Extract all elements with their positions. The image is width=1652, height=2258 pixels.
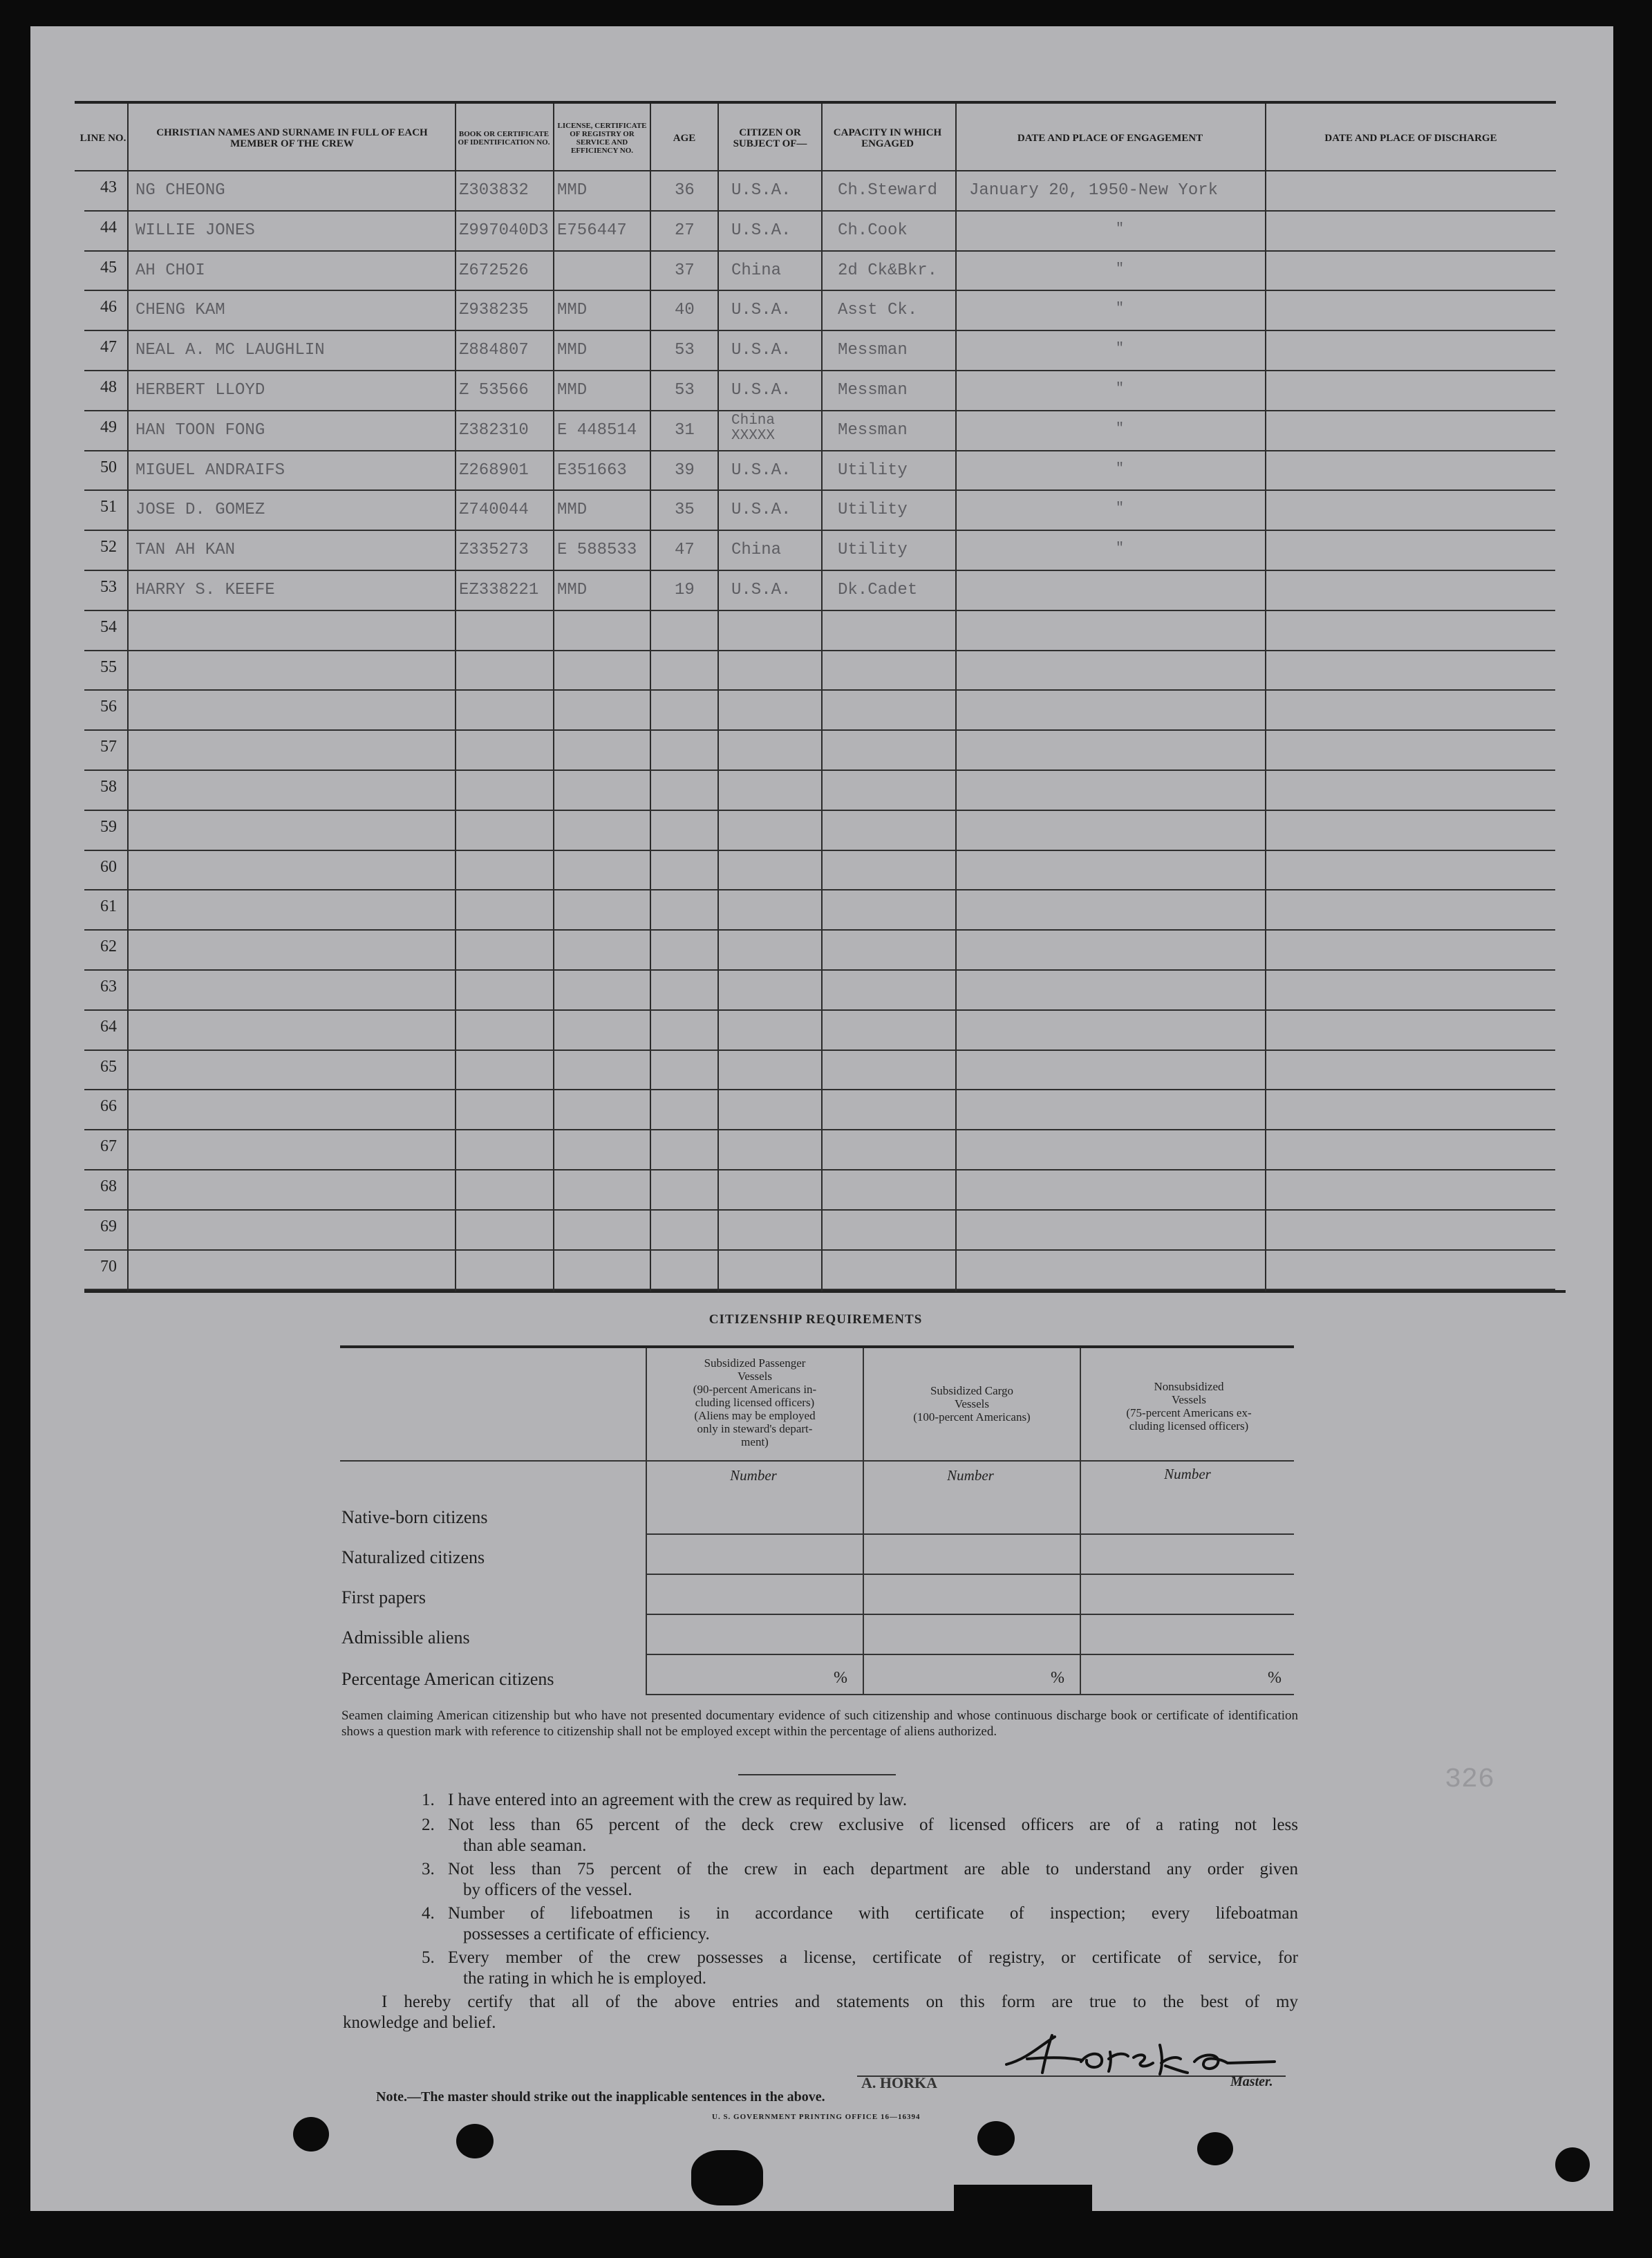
row-rule	[84, 1169, 1555, 1170]
header-line-no: LINE NO.	[79, 133, 126, 144]
header-crew-name: CHRISTIAN NAMES AND SURNAME IN FULL OF EACH MEMBER OF THE CREW	[156, 127, 428, 149]
row-rule	[84, 410, 1555, 411]
header-citizen: CITIZEN OR SUBJECT OF—	[733, 127, 807, 149]
row-label-native-born: Native-born citizens	[341, 1507, 488, 1527]
age: 27	[675, 221, 695, 240]
statement-5-number: 5.	[422, 1948, 435, 1967]
typed-master-name: A. HORKA	[861, 2074, 937, 2091]
line-number: 45	[100, 258, 117, 277]
crew-name: HERBERT LLOYD	[135, 381, 265, 400]
ditto-mark: "	[1115, 341, 1124, 357]
header-engagement: DATE AND PLACE OF ENGAGEMENT	[1017, 133, 1203, 144]
row-rule	[84, 370, 1555, 371]
row-rule	[84, 1289, 1555, 1290]
age: 19	[675, 581, 695, 599]
license-number: E 588533	[557, 541, 637, 560]
line-number: 44	[100, 218, 117, 236]
percent-sign-cargo: %	[1051, 1669, 1064, 1687]
line-number: 46	[100, 298, 117, 317]
number-label-cargo: Number	[947, 1467, 994, 1484]
line-number: 56	[100, 698, 117, 716]
capacity: Ch.Cook	[838, 221, 908, 240]
table-top-rule	[75, 101, 1556, 104]
statement-4-number: 4.	[422, 1904, 435, 1923]
citizenship-row-rule	[647, 1614, 1294, 1615]
row-rule	[84, 1209, 1555, 1211]
book-number: Z884807	[459, 341, 529, 360]
cargo-detail-1: (100-percent Americans)	[913, 1410, 1031, 1424]
number-label-passenger: Number	[730, 1467, 777, 1484]
row-rule	[84, 1049, 1555, 1051]
col-rule	[553, 104, 554, 1291]
citizenship-nation: U.S.A.	[731, 581, 791, 599]
header-age: AGE	[673, 133, 696, 144]
header-book-no: BOOK OR CERTIFICATE OF IDENTIFICATION NO.	[458, 130, 550, 147]
capacity: Messman	[838, 381, 908, 400]
capacity: Messman	[838, 420, 908, 440]
punch-hole	[1197, 2132, 1233, 2165]
book-number: Z303832	[459, 181, 529, 200]
line-number: 57	[100, 738, 117, 756]
passenger-head1: Subsidized Passenger	[704, 1356, 806, 1370]
ditto-mark: "	[1115, 420, 1124, 437]
row-label-percentage: Percentage American citizens	[341, 1669, 554, 1689]
line-number: 53	[100, 578, 117, 596]
book-number: Z938235	[459, 301, 529, 320]
row-rule	[84, 1249, 1555, 1251]
line-number: 50	[100, 458, 117, 476]
punch-hole	[1555, 2147, 1590, 2182]
row-rule	[84, 610, 1555, 611]
cargo-head2: Vessels	[954, 1397, 990, 1410]
citizenship-row-rule	[647, 1533, 1294, 1535]
statement-4-text-cont: possesses a certificate of efficiency.	[463, 1925, 710, 1943]
crew-name: CHENG KAM	[135, 301, 225, 320]
citizenship-col-cargo-head	[867, 1384, 1077, 1424]
license-number: MMD	[557, 181, 588, 200]
book-number: Z740044	[459, 501, 529, 520]
passenger-detail-2: cluding licensed officers)	[695, 1396, 815, 1409]
ditto-mark: "	[1115, 221, 1124, 237]
citizenship-note: Seamen claiming American citizenship but who have not presented documentary evidence of such citizenship and whose continuous discharge book or certificate of identification shows a question mark with reference to citizenship shall not be employed except within the percentage of aliens authorized.	[341, 1708, 1298, 1739]
citizenship-nation: U.S.A.	[731, 301, 791, 320]
ditto-mark: "	[1115, 261, 1124, 277]
capacity: Messman	[838, 341, 908, 360]
age: 40	[675, 301, 695, 320]
statement-2-text-cont: than able seaman.	[463, 1836, 587, 1855]
crew-name: NG CHEONG	[135, 181, 225, 200]
crew-name: WILLIE JONES	[135, 221, 255, 240]
nonsub-head2: Vessels	[1171, 1393, 1207, 1406]
row-label-admissible-aliens: Admissible aliens	[341, 1627, 470, 1648]
age: 37	[675, 261, 695, 280]
age: 39	[675, 460, 695, 480]
capacity: Ch.Steward	[838, 181, 938, 200]
row-rule	[84, 769, 1555, 771]
book-number: Z997040D3	[459, 221, 549, 240]
passenger-detail-1: (90-percent Americans in-	[693, 1383, 817, 1396]
row-label-naturalized: Naturalized citizens	[341, 1547, 485, 1567]
license-number: MMD	[557, 381, 588, 400]
row-rule	[84, 889, 1555, 890]
percent-sign-passenger: %	[834, 1669, 847, 1687]
citizenship-title: CITIZENSHIP REQUIREMENTS	[708, 1312, 923, 1327]
citizenship-col-rule	[646, 1348, 647, 1695]
row-rule	[84, 1009, 1555, 1011]
ditto-mark: "	[1115, 381, 1124, 397]
line-number: 61	[100, 897, 117, 916]
faded-stamp: 326	[1445, 1764, 1495, 1795]
statement-3-text: Not less than 75 percent of the crew in each department are able to understand any order given	[448, 1860, 1298, 1878]
line-number: 43	[100, 178, 117, 196]
citizenship-col-passenger-head	[650, 1356, 860, 1448]
citizenship-nation: U.S.A.	[731, 341, 791, 360]
row-rule	[84, 330, 1555, 331]
master-title: Master.	[1230, 2074, 1273, 2089]
license-number: MMD	[557, 341, 588, 360]
row-rule	[84, 570, 1555, 571]
passenger-detail-5: ment)	[741, 1435, 769, 1448]
line-number: 66	[100, 1097, 117, 1116]
row-rule	[84, 650, 1555, 651]
capacity: 2d Ck&Bkr.	[838, 261, 938, 280]
book-number: EZ338221	[459, 581, 539, 599]
section-divider	[738, 1774, 896, 1775]
line-number: 64	[100, 1017, 117, 1036]
punch-hole	[456, 2124, 494, 2158]
citizenship-nation: U.S.A.	[731, 181, 791, 200]
printing-office-imprint: U. S. GOVERNMENT PRINTING OFFICE 16—16394	[712, 2113, 921, 2121]
ditto-mark: "	[1115, 460, 1124, 477]
handwritten-signature	[999, 2031, 1290, 2080]
row-rule	[84, 689, 1555, 691]
row-label-first-papers: First papers	[341, 1587, 426, 1607]
citizenship-nation: China	[731, 261, 782, 280]
citizenship-nation: U.S.A.	[731, 460, 791, 480]
age: 35	[675, 501, 695, 520]
row-rule	[84, 929, 1555, 931]
capacity: Asst Ck.	[838, 301, 918, 320]
book-number: Z335273	[459, 541, 529, 560]
row-rule	[84, 489, 1555, 491]
line-number: 51	[100, 498, 117, 516]
line-number: 48	[100, 378, 117, 396]
age: 31	[675, 420, 695, 440]
citizenship-nation: China	[731, 541, 782, 560]
crew-name: AH CHOI	[135, 261, 205, 280]
footer-note: Note.—The master should strike out the inapplicable sentences in the above.	[376, 2089, 825, 2105]
line-number: 68	[100, 1177, 117, 1195]
license-number: E351663	[557, 460, 627, 480]
citizenship-row-rule	[647, 1574, 1294, 1575]
book-number: Z672526	[459, 261, 529, 280]
statement-2-number: 2.	[422, 1816, 435, 1834]
table-bottom-rule	[84, 1290, 1566, 1293]
col-rule	[1265, 104, 1266, 1291]
col-rule	[955, 104, 957, 1291]
citizenship-struck-out: XXXXX	[731, 427, 776, 444]
citizenship-row-rule	[647, 1654, 1294, 1655]
line-number: 47	[100, 338, 117, 357]
row-rule	[84, 850, 1555, 851]
line-number: 70	[100, 1257, 117, 1276]
crew-name: HARRY S. KEEFE	[135, 581, 275, 599]
nonsub-head1: Nonsubsidized	[1154, 1380, 1224, 1393]
ditto-mark: "	[1115, 501, 1124, 517]
age: 53	[675, 381, 695, 400]
capacity: Utility	[838, 501, 908, 520]
citizenship-header-rule	[340, 1460, 1294, 1462]
nonsub-detail-2: cluding licensed officers)	[1129, 1419, 1249, 1433]
statement-4-text: Number of lifeboatmen is in accordance with certificate of inspection; every lifeboatman	[448, 1904, 1298, 1923]
ditto-mark: "	[1115, 301, 1124, 317]
row-rule	[84, 250, 1555, 252]
row-rule	[84, 969, 1555, 971]
col-rule	[717, 104, 719, 1291]
statement-1-text: I have entered into an agreement with the crew as required by law.	[448, 1791, 908, 1809]
signature-scrawl	[999, 2031, 1290, 2080]
license-number: E756447	[557, 221, 627, 240]
percent-sign-nonsubsidized: %	[1268, 1669, 1282, 1687]
license-number: MMD	[557, 301, 588, 320]
book-number: Z 53566	[459, 381, 529, 400]
row-rule	[84, 210, 1555, 212]
book-number: Z268901	[459, 460, 529, 480]
line-number: 54	[100, 617, 117, 636]
nonsub-detail-1: (75-percent Americans ex-	[1126, 1406, 1252, 1419]
passenger-head2: Vessels	[737, 1370, 773, 1383]
certification-line-1: I hereby certify that all of the above entries and statements on this form are true to the best of my	[382, 1993, 1298, 2011]
statement-3-text-cont: by officers of the vessel.	[463, 1881, 632, 1899]
header-license: LICENSE, CERTIFICATE OF REGISTRY OR SERVICE AND EFFICIENCY NO.	[557, 122, 647, 155]
statement-1-number: 1.	[422, 1791, 435, 1809]
line-number: 52	[100, 538, 117, 557]
capacity: Utility	[838, 541, 908, 560]
row-rule	[84, 1089, 1555, 1090]
line-number: 60	[100, 857, 117, 876]
line-number: 67	[100, 1137, 117, 1156]
line-number: 65	[100, 1057, 117, 1076]
line-number: 55	[100, 657, 117, 676]
crew-name: HAN TOON FONG	[135, 420, 265, 440]
header-discharge: DATE AND PLACE OF DISCHARGE	[1324, 133, 1497, 144]
statement-3-number: 3.	[422, 1860, 435, 1878]
col-rule	[650, 104, 651, 1291]
line-number: 49	[100, 418, 117, 436]
row-rule	[84, 1129, 1555, 1130]
citizenship-top-rule	[340, 1345, 1294, 1348]
engagement-date-place: January 20, 1950-New York	[969, 181, 1219, 200]
book-number: Z382310	[459, 420, 529, 440]
header-capacity: CAPACITY IN WHICH ENGAGED	[833, 127, 942, 149]
citizenship-nation: U.S.A.	[731, 221, 791, 240]
col-rule	[821, 104, 823, 1291]
col-rule	[455, 104, 456, 1291]
capacity: Dk.Cadet	[838, 581, 918, 599]
age: 47	[675, 541, 695, 560]
statement-2-text: Not less than 65 percent of the deck crew exclusive of licensed officers are of a rating not less	[448, 1816, 1298, 1834]
punch-hole	[691, 2150, 763, 2205]
license-number: E 448514	[557, 420, 637, 440]
cargo-head1: Subsidized Cargo	[930, 1384, 1014, 1397]
citizenship-col-rule	[863, 1348, 864, 1695]
row-rule	[84, 290, 1555, 291]
torn-edge	[954, 2185, 1092, 2212]
line-number: 63	[100, 978, 117, 996]
row-rule	[84, 810, 1555, 811]
row-rule	[84, 450, 1555, 451]
statement-5-text: Every member of the crew possesses a license, certificate of registry, or certificate of service, for	[448, 1948, 1298, 1967]
citizenship-nation: China	[731, 412, 776, 429]
citizenship-col-nonsubsidized-head	[1084, 1380, 1294, 1433]
line-number: 59	[100, 817, 117, 836]
passenger-detail-3: (Aliens may be employed	[694, 1409, 816, 1422]
crew-name: TAN AH KAN	[135, 541, 236, 560]
crew-name: JOSE D. GOMEZ	[135, 501, 265, 520]
citizenship-col-rule	[1080, 1348, 1081, 1695]
certification-line-2: knowledge and belief.	[343, 2013, 496, 2032]
citizenship-nation: U.S.A.	[731, 381, 791, 400]
citizenship-bottom-rule	[647, 1694, 1294, 1695]
line-number: 58	[100, 778, 117, 796]
punch-hole	[977, 2121, 1015, 2156]
line-number: 62	[100, 937, 117, 956]
crew-name: NEAL A. MC LAUGHLIN	[135, 341, 325, 360]
row-rule	[84, 729, 1555, 731]
capacity: Utility	[838, 460, 908, 480]
line-number: 69	[100, 1217, 117, 1235]
number-label-nonsubsidized: Number	[1164, 1466, 1211, 1482]
age: 36	[675, 181, 695, 200]
citizenship-nation: U.S.A.	[731, 501, 791, 520]
passenger-detail-4: only in steward's depart-	[697, 1422, 813, 1435]
ditto-mark: "	[1115, 541, 1124, 557]
age: 53	[675, 341, 695, 360]
crew-name: MIGUEL ANDRAIFS	[135, 460, 285, 480]
license-number: MMD	[557, 501, 588, 520]
punch-hole	[293, 2117, 329, 2152]
license-number: MMD	[557, 581, 588, 599]
row-rule	[84, 530, 1555, 531]
statement-5-text-cont: the rating in which he is employed.	[463, 1969, 707, 1988]
